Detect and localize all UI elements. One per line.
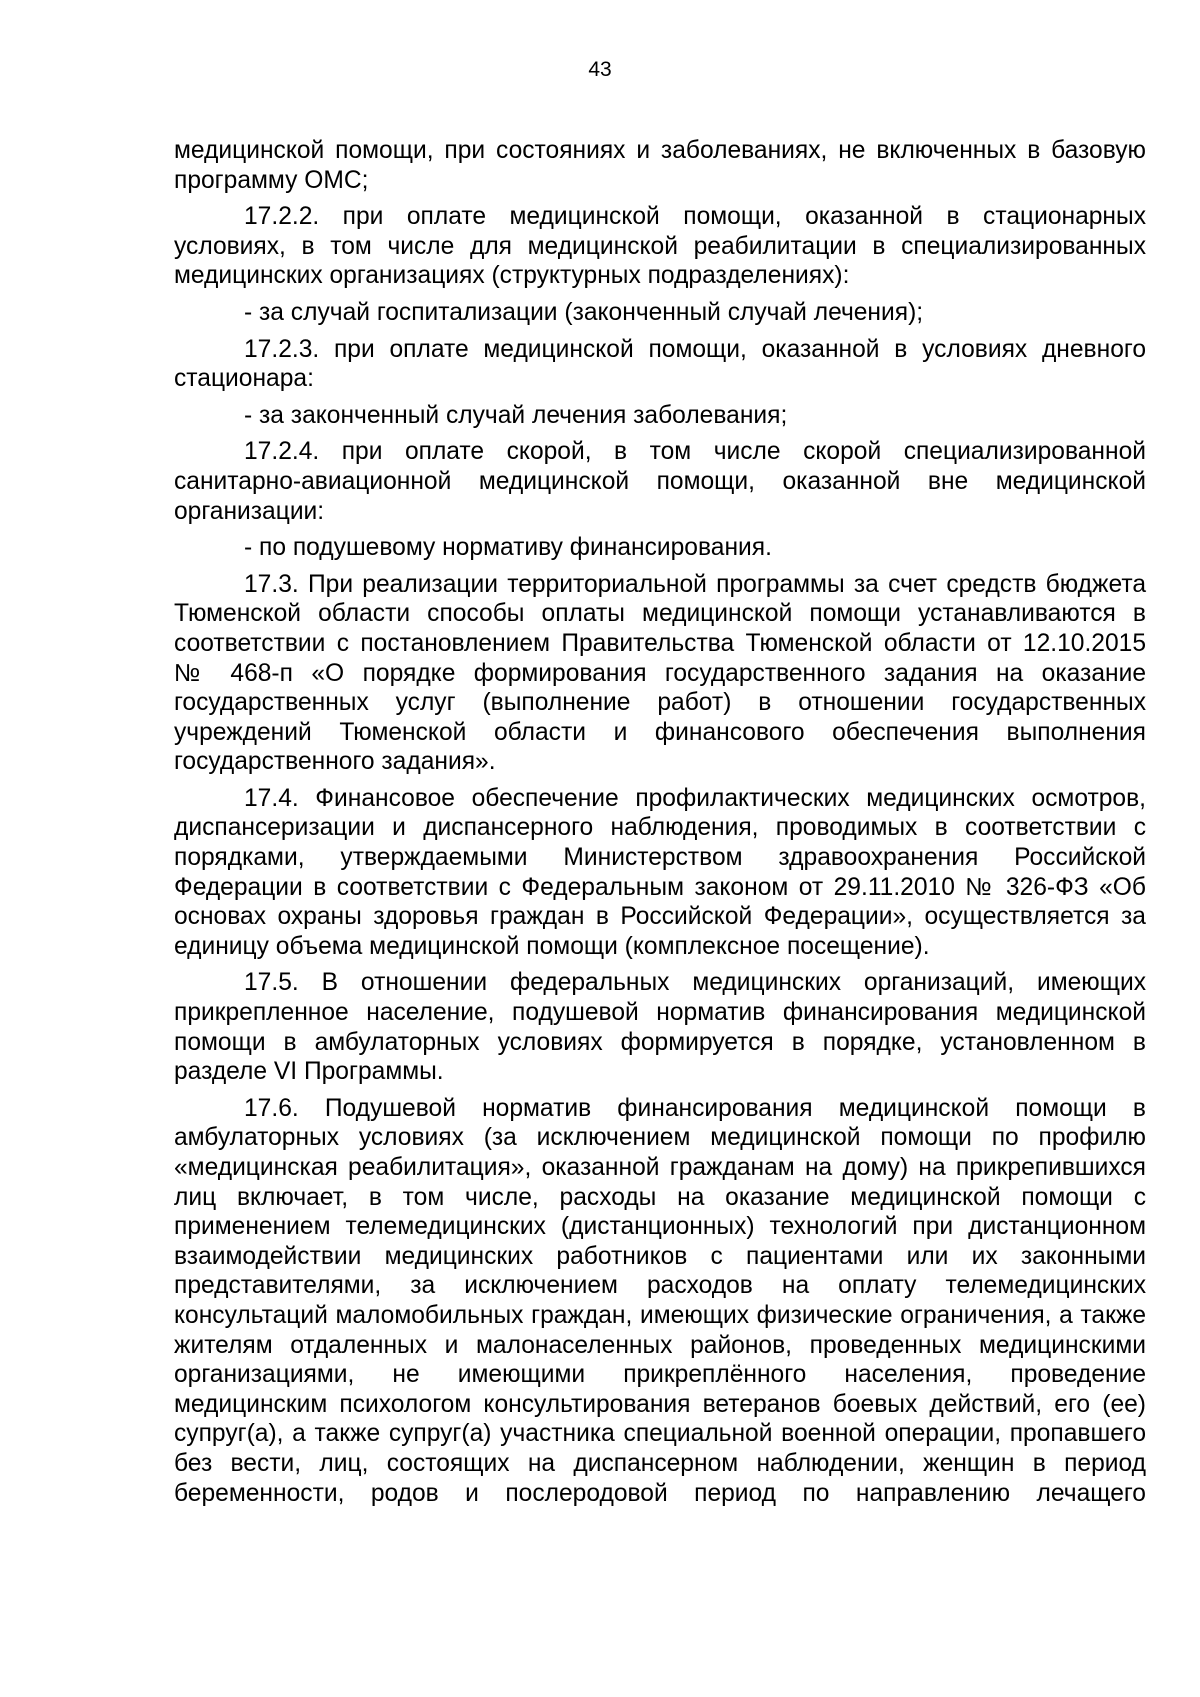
paragraph-17-6: 17.6. Подушевой норматив финансирования медицинской помощи в амбулаторных условиях (за исключением медицинской помощи по профилю «медицинская реабилитация», оказанной гражданам на дому) на прикрепившихся лиц включает, в том числе, расходы на оказание медицинской помощи с применением телемедицинских (дистанционных) технологий при дистанционном взаимодействии медицинских работников с пациентами или их законными представителями, за исключением расходов на оплату телемедицинских консультаций маломобильных граждан, имеющих физические ограничения, а также жителям отдаленных и малонаселенных районов, проведенных медицинскими организациями, не имеющими прикреплённого населения, проведение медицинским психологом консультирования ветеранов боевых действий, его (ее) супруг(а), а также супруг(а) участника специальной военной операции, пропавшего без вести, лиц, состоящих на диспансерном наблюдении, женщин в период беременности, родов и послеродовой период по направлению лечащего <box>174 1094 1146 1507</box>
paragraph-17-2-4: 17.2.4. при оплате скорой, в том числе скорой специализированной санитарно-авиационной медицинской помощи, оказанной вне медицинской организации: <box>174 438 1146 525</box>
paragraph-item-treatment-case: - за законченный случай лечения заболевания; <box>244 401 788 429</box>
document-body <box>174 136 1146 1515</box>
paragraph-17-3: 17.3. При реализации территориальной программы за счет средств бюджета Тюменской области способы оплаты медицинской помощи устанавливаются в соответствии с постановлением Правительства Тюменской области от 12.10.2015 № 468-п «О порядке формирования государственного задания на оказание государственных услуг (выполнение работ) в отношении государственных учреждений Тюменской области и финансового обеспечения выполнения государственного задания». <box>174 570 1146 776</box>
paragraph-17-4: 17.4. Финансовое обеспечение профилактических медицинских осмотров, диспансеризации и диспансерного наблюдения, проводимых в соответствии с порядками, утверждаемыми Министерством здравоохранения Российской Федерации в соответствии с Федеральным законом от 29.11.2010 № 326-ФЗ «Об основах охраны здоровья граждан в Российской Федерации», осуществляется за единицу объема медицинской помощи (комплексное посещение). <box>174 784 1146 960</box>
paragraph-17-2-2: 17.2.2. при оплате медицинской помощи, оказанной в стационарных условиях, в том числе для медицинской реабилитации в специализированных медицинских организациях (структурных подразделениях): <box>174 203 1146 290</box>
paragraph-item-hospitalization: - за случай госпитализации (законченный случай лечения); <box>244 298 924 326</box>
paragraph-17-2-3: 17.2.3. при оплате медицинской помощи, оказанной в условиях дневного стационара: <box>174 335 1146 393</box>
paragraph-item-per-capita: - по подушевому нормативу финансирования. <box>244 534 772 562</box>
paragraph-17-5: 17.5. В отношении федеральных медицинских организаций, имеющих прикрепленное население, подушевой норматив финансирования медицинской помощи в амбулаторных условиях формируется в порядке, установленном в разделе VI Программы. <box>174 969 1146 1086</box>
page-number: 43 <box>588 58 612 81</box>
paragraph-continuation: медицинской помощи, при состояниях и заболеваниях, не включенных в базовую программу ОМС; <box>174 137 1146 194</box>
